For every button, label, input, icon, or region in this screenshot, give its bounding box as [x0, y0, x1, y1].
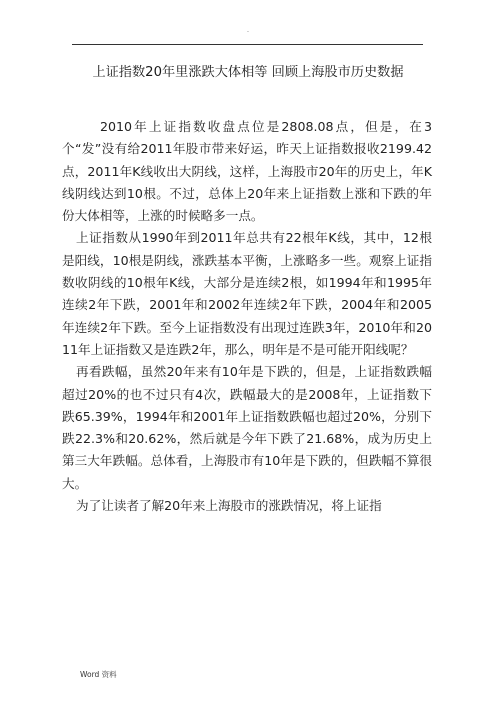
document-body — [62, 116, 432, 517]
document-title: 上证指数20年里涨跌大体相等 回顾上海股市历史数据 — [92, 65, 404, 80]
footer-label: Word 资料 — [80, 670, 117, 679]
paragraph-1: 2010年上证指数收盘点位是2808.08点，但是，在3个“发”没有给2011年股市带来好运，昨天上证指数报收2199.42点，2011年K线收出大阴线，这样，上海股市20年的历史上，年K线阴线达到10根。不过，总体上20年来上证指数上涨和下跌的年份大体相等，上涨的时候略多一点。 — [62, 119, 432, 224]
paragraph-3: 再看跌幅，虽然20年来有10年是下跌的，但是，上证指数跌幅超过20%的也不过只有4次，跌幅最大的是2008年，上证指数下跌65.39%，1994年和2001年上证指数跌幅也超过20%，分别下跌22.3%和20.62%，然后就是今年下跌了21.68%，成为历史上第三大年跌幅。总体看，上海股市有10年是下跌的，但跌幅不算很大。 — [62, 364, 432, 491]
header-mark: . — [246, 26, 250, 34]
header-rule — [72, 44, 423, 45]
paragraph-2: 上证指数从1990年到2011年总共有22根年K线，其中，12根是阳线，10根是阴线，涨跌基本平衡，上涨略多一些。观察上证指数收阴线的10根年K线，大部分是连续2根，如1994年和1995年连续2年下跌，2001年和2002年连续2年下跌，2004年和2005年连续2年下跌。至今上证指数没有出现过连跌3年，2010年和2011年上证指数又是连跌2年，那么，明年是不是可能开阳线呢？ — [62, 230, 432, 357]
paragraph-4: 为了让读者了解20年来上海股市的涨跌情况，将上证指 — [76, 498, 382, 514]
